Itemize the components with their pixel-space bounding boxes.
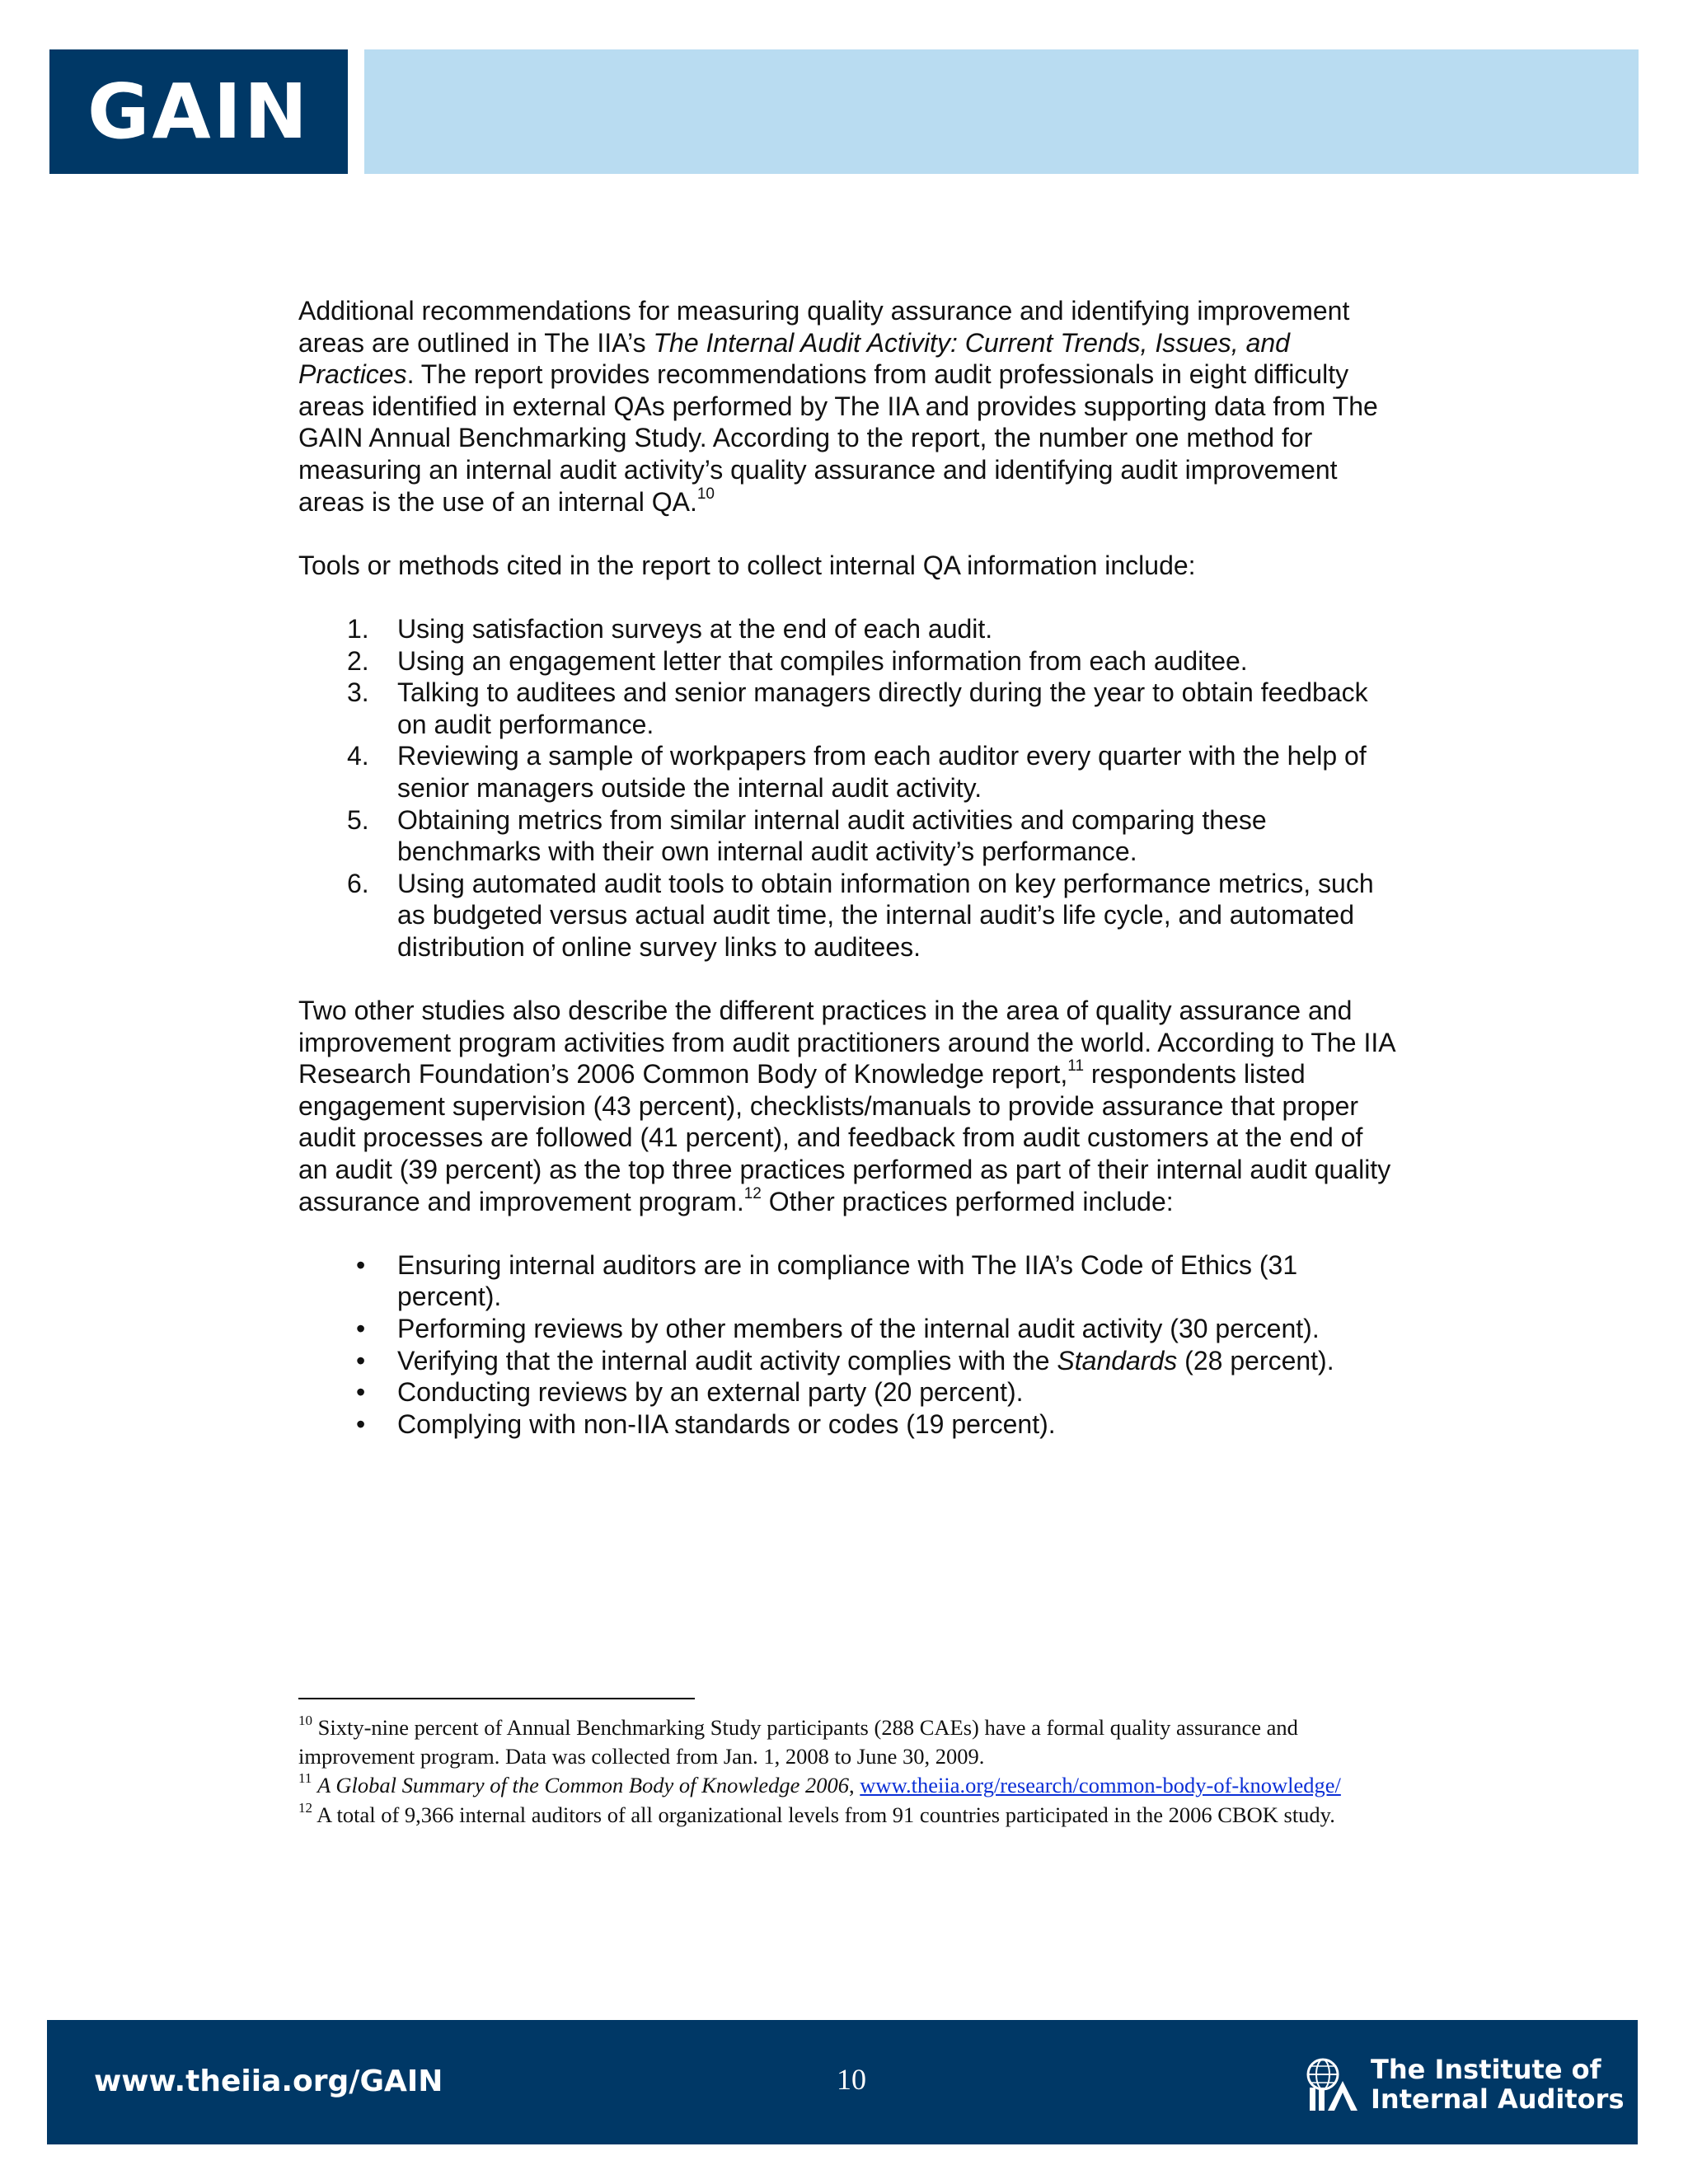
page-footer — [47, 2020, 1638, 2144]
list-item: 1. Using satisfaction surveys at the end of each audit. — [347, 613, 993, 644]
bullet-icon: • — [356, 1377, 366, 1408]
footer-url-link[interactable]: www.theiia.org/GAIN — [94, 2064, 443, 2098]
page-header — [49, 49, 1639, 174]
list-item: 5. Obtaining metrics from similar internal audit activities and comparing these benchmarks with their own internal audit activity’s performance. — [347, 804, 1267, 867]
iia-globe-icon — [1305, 2056, 1364, 2114]
list-item: • Conducting reviews by an external party (20 percent). — [356, 1377, 1024, 1408]
footnotes — [298, 1713, 1395, 1830]
cbok-link[interactable]: www.theiia.org/research/common-body-of-knowledge/ — [860, 1773, 1341, 1798]
footnote-ref-11[interactable]: 11 — [1067, 1057, 1085, 1076]
footnote-10: $^{10}$ Sixty-nine percent of Annual Benchmarking Study participants (288 CAEs) have a formal quality assurance and improvement program. Data was collected from Jan. 1, 2008 to June 30, 2009. — [298, 1713, 1298, 1769]
bullet-icon: • — [356, 1249, 366, 1280]
practices-list — [298, 1249, 1395, 1441]
bullet-icon: • — [356, 1345, 366, 1376]
footnote-ref-10[interactable]: 10 — [696, 485, 715, 503]
list-item: • Verifying that the internal audit activity complies with the Standards (28 percent). — [356, 1345, 1334, 1376]
footnote-divider — [298, 1698, 695, 1699]
list-item: • Complying with non-IIA standards or codes (19 percent). — [356, 1408, 1056, 1439]
footnote-12: $^{12}$ A total of 9,366 internal auditors of all organizational levels from 91 countries participated in the 2006 CBOK study. — [298, 1799, 1335, 1827]
bullet-icon: • — [356, 1314, 366, 1343]
list-item: 6. Using automated audit tools to obtain information on key performance metrics, such as budgeted versus actual audit time, the internal audit’s life cycle, and automated distribution of online survey links to auditees. — [347, 868, 1374, 962]
body-content — [298, 295, 1395, 1440]
paragraph-intro: Additional recommendations for measuring quality assurance and identifying improvement areas are outlined in The IIA’s The Internal Audit Activity: Current Trends, Issues, and Practices. The report provides recommendations from audit professionals in eight difficulty areas identified in external QAs performed by The IIA and provides supporting data from The GAIN Annual Benchmarking Study. According to the report, the number one method for measuring an internal audit activity’s quality assurance and identifying audit improvement areas is the use of an internal QA.$^{10}$ — [298, 296, 1378, 517]
header-accent-bar — [364, 49, 1639, 174]
bullet-icon: • — [356, 1408, 366, 1439]
page-number: 10 — [837, 2063, 866, 2096]
paragraph-tools-intro: Tools or methods cited in the report to collect internal QA information include: — [298, 550, 1196, 580]
gain-logo — [49, 49, 348, 174]
list-item: • Performing reviews by other members of the internal audit activity (30 percent). — [356, 1314, 1320, 1343]
list-item: 4. Reviewing a sample of workpapers from each auditor every quarter with the help of senior managers outside the internal audit activity. — [347, 741, 1367, 803]
list-item: 2. Using an engagement letter that compiles information from each auditee. — [347, 645, 1248, 676]
standards-term: Standards — [1057, 1345, 1178, 1376]
gain-logo-text: GAIN — [87, 67, 310, 156]
footnote-ref-12[interactable]: 12 — [743, 1184, 762, 1202]
list-item: • Ensuring internal auditors are in compliance with The IIA’s Code of Ethics (31 percent). — [356, 1249, 1298, 1312]
methods-list — [298, 613, 1395, 963]
paragraph-other-studies: Two other studies also describe the different practices in the area of quality assurance and improvement program activities from audit practitioners around the world. According to The IIA Research Foundation’s 2006 Common Body of Knowledge report,$^{11}$ respondents listed engagement supervision (43 percent), checklists/manuals to provide assurance that proper audit processes are followed (41 percent), and feedback from audit customers at the end of an audit (39 percent) as the top three practices performed as part of their internal audit quality assurance and improvement program.$^{12}$ Other practices performed include: — [298, 996, 1395, 1216]
iia-logo-text: The Institute of Internal Auditors — [1371, 2054, 1625, 2115]
list-item: 3. Talking to auditees and senior managers directly during the year to obtain feedback on audit performance. — [347, 677, 1368, 739]
footnote-11: $^{11}$ A Global Summary of the Common Body of Knowledge 2006, www.theiia.org/research/common-body-of-knowledge/ — [298, 1770, 1341, 1798]
report-title: The Internal Audit Activity: Current Trends, Issues, and Practices — [298, 327, 1290, 390]
